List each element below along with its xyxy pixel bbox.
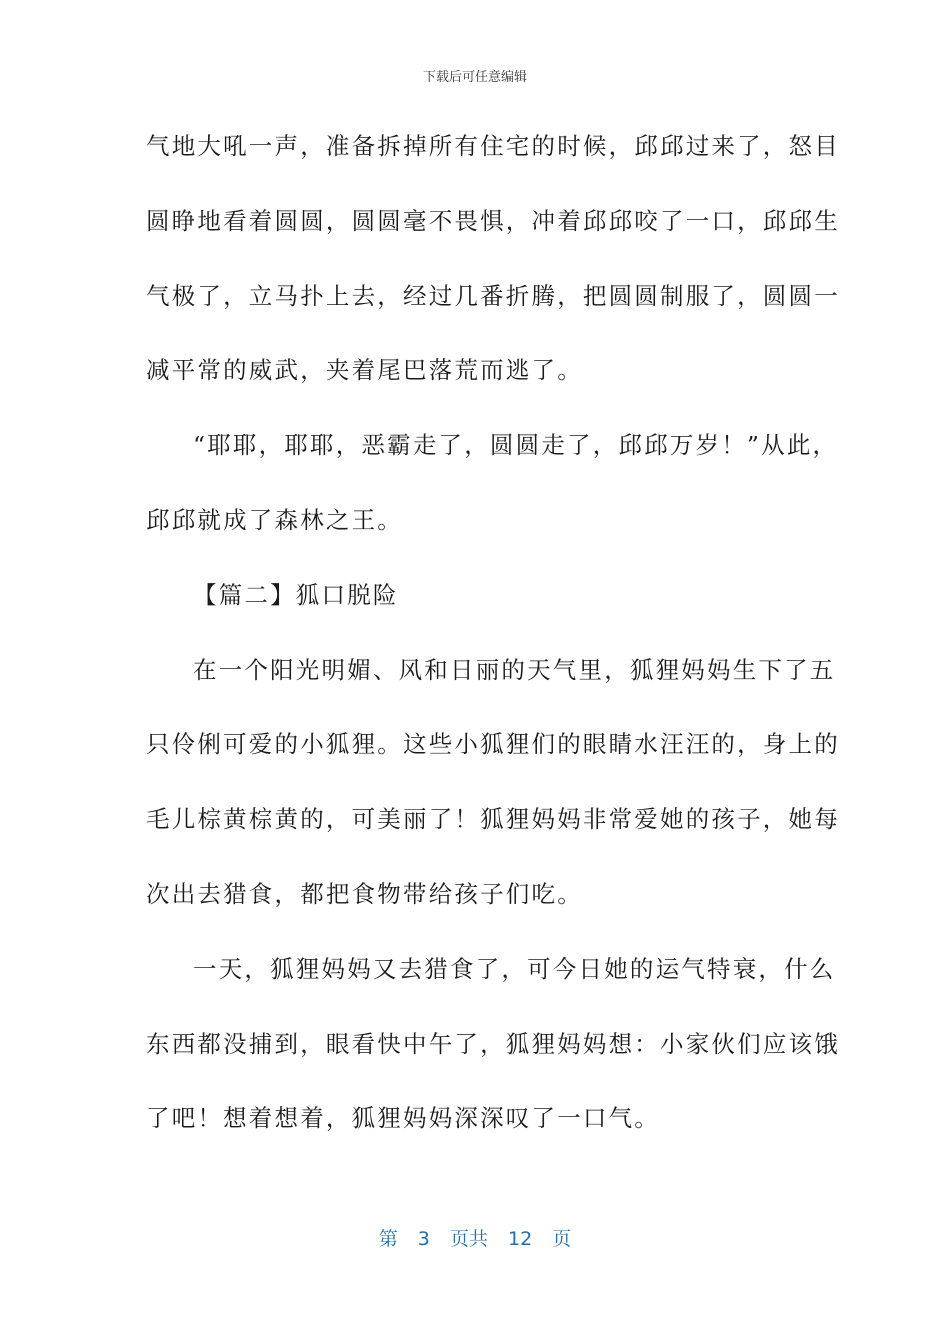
footer-middle: 页共 [449,1228,488,1250]
text-line: 邱邱就成了森林之王。 [146,505,403,534]
page-footer [0,1224,950,1251]
document-body [146,120,840,1167]
text-line: 只伶俐可爱的小狐狸。这些小狐狸们的眼睛水汪汪的，身上的 [146,730,840,759]
section-heading: 【篇二】狐口脱险 [193,580,399,609]
text-line: 气极了，立马扑上去，经过几番折腾，把圆圆制服了，圆圆一 [146,281,840,310]
text-line: 减平常的威武，夹着尾巴落荒而逃了。 [146,356,583,385]
text-line: 了吧！想着想着，狐狸妈妈深深叹了一口气。 [146,1104,660,1133]
footer-prefix: 第 [378,1228,398,1250]
page-header: 下载后可任意编辑 [422,70,527,85]
total-pages-number: 12 [508,1228,533,1250]
footer-suffix: 页 [552,1228,572,1250]
text-line: 在一个阳光明媚、风和日丽的天气里，狐狸妈妈生下了五 [193,655,836,684]
text-line: “耶耶，耶耶，恶霸走了，圆圆走了，邱邱万岁！”从此， [193,431,839,460]
text-line: 一天，狐狸妈妈又去猎食了，可今日她的运气特衰，什么 [193,954,836,983]
current-page-number: 3 [417,1228,430,1250]
text-line: 次出去猎食，都把食物带给孩子们吃。 [146,879,583,908]
text-line: 东西都没捕到，眼看快中午了，狐狸妈妈想：小家伙们应该饿 [146,1029,840,1058]
text-line: 毛儿棕黄棕黄的，可美丽了！狐狸妈妈非常爱她的孩子，她每 [146,805,840,834]
text-line: 圆睁地看着圆圆，圆圆毫不畏惧，冲着邱邱咬了一口，邱邱生 [146,206,840,235]
text-line: 气地大吼一声，准备拆掉所有住宅的时候，邱邱过来了，怒目 [146,132,840,160]
